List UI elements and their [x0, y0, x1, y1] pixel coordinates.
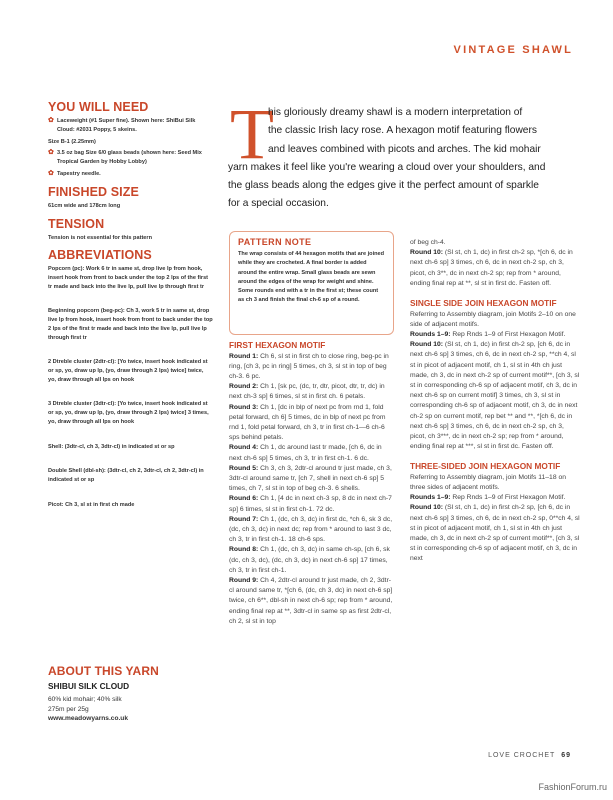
finished-size-text: 61cm wide and 178cm long: [48, 202, 121, 209]
section-header: VINTAGE SHAWL: [453, 44, 573, 56]
three-sided-join-heading: THREE-SIDED JOIN HEXAGON MOTIF: [410, 461, 561, 472]
round-instruction: Round 10: (Sl st, ch 1, dc) in first ch-2 sp, *[ch 6, dc in next ch-6 sp] 3 times, ch 6, dc in next ch-2 sp, ch 3, picot, ch 3**, dc in next ch-2 sp; rep from * around, ending final rep at **, sl st in first dc. Fasten off.: [410, 249, 573, 287]
single-side-intro: Referring to Assembly diagram, join Motifs 2–10 on one side of adjacent motifs.: [410, 310, 576, 328]
joining-column: [410, 238, 580, 565]
yarn-fibre: 60% kid mohair; 40% silk: [48, 696, 122, 703]
round-instruction: Round 1: Ch 6, sl st in first ch to close ring, beg-pc in ring, [ch 3, pc in ring] 5 times, ch 3, sl st in top of beg ch-3. 6 pc.: [229, 352, 389, 380]
round-instruction: Round 7: Ch 1, (dc, ch 3, dc) in first dc, *ch 6, sk 3 dc, (dc, ch 3, dc) in next dc; rep from * around to last 3 dc, ch 3, tr in first ch-1. 18 ch-6 sps.: [229, 515, 393, 544]
abbreviation-item: 3 Dtreble cluster (3dtr-cl): [Yo twice, insert hook indicated st or sp, yo, draw up lp, (yo, draw through 2 lps) twice] 3 times, yo, draw through all lps on hook: [48, 401, 209, 425]
round-instruction: Round 3: Ch 1, [dc in blp of next pc from rnd 1, fold petal forward, ch 6] 5 times, dc in blp of next pc from rnd 1, fold petal forward, ch 3, tr in first ch-1—6 ch-6 sps behind petals.: [229, 403, 386, 442]
abbreviation-item: Popcorn (pc): Work 6 tr in same st, drop live lp from hook, insert hook from front to back under the top 2 lps of the first tr made and back into the live lp, pull live lp through first tr: [48, 266, 209, 290]
single-side-join-heading: SINGLE SIDE JOIN HEXAGON MOTIF: [410, 298, 557, 309]
round-instruction: Round 10: (Sl st, ch 1, dc) in first ch-2 sp, [ch 6, dc in next ch-6 sp] 3 times, ch 6, dc in next ch-2 sp, 0**ch 4, sl st in picot of adjacent motif, ch 1, sl st in 4th ch just made, ch 3, dc in next ch-2 sp of current motif**, [ch 3, sl st in corresponding ch-6 sp of adjacent motif, ch 3, dc in next: [410, 504, 580, 563]
pattern-note-text: The wrap consists of 44 hexagon motifs that are joined while they are crocheted. A final border is added around the entire wrap. Small glass beads are sewn around the edges of the wrap for weight and shine. Some rounds end with a tr in the first st; these count as ch 3 and finish the final ch-6 sp of a round.: [238, 251, 385, 304]
continued-text: of beg ch-4.: [410, 239, 446, 246]
drop-cap: T: [230, 94, 274, 174]
three-sided-intro: Referring to Assembly diagram, join Motifs 11–18 on three sides of adjacent motifs.: [410, 473, 566, 492]
round-instruction: Round 10: (Sl st, ch 1, dc) in first ch-2 sp, [ch 6, dc in next ch-6 sp] 3 times, ch 6, dc in next ch-2 sp, **ch 4, sl st in picot of adjacent motif, ch 1, sl st in 4th ch just made, ch 3, dc in next ch-2 sp of current motif**, [ch 3, sl st in corresponding ch-6 sp of adjacent motif, ch 3, dc in next ch-6 sp on current motif] 3 times, ch 3, sl st in corresponding ch-6 sp of adjacent motif, ch 3, dc in next ch-2 sp on current motif, rep bet ** and **, *[ch 6, dc in next ch-6 sp] 3 times, ch 6, dc in next ch-2 sp, ch 3, picot, ch 3***, dc in next ch-2 sp; rep from * around, ending final rep at ***, sl st in first dc. Fasten off.: [410, 341, 580, 451]
need-item: ✿ 3.5 oz bag Size 6/0 glass beads (shown here: Seed Mix Tropical Garden by Hobby Lobby): [48, 149, 202, 166]
round-instruction: Rounds 1–9: Rep Rnds 1–9 of First Hexagon Motif.: [410, 330, 566, 338]
need-item: Size B-1 (2.25mm): [48, 138, 96, 145]
pattern-note-heading: PATTERN NOTE: [238, 237, 312, 247]
round-instruction: Round 4: Ch 1, dc around last tr made, [ch 6, dc in next ch-6 sp] 5 times, ch 3, tr in first ch-1. 6 dc.: [229, 444, 382, 462]
round-instruction: Round 5: Ch 3, ch 3, 2dtr-cl around tr just made, ch 3, 3dtr-cl around same tr, [ch 7, shell in next ch-6 sp] 5 times, ch 7, sl st in top of beg ch-3. 6 shells.: [229, 464, 392, 493]
intro-line: the classic Irish lacy rose. A hexagon motif featuring flowers: [268, 125, 537, 137]
page-footer: [488, 752, 571, 759]
intro-line: his gloriously dreamy shawl is a modern interpretation of: [268, 107, 523, 118]
left-sidebar: [48, 100, 213, 525]
intro-paragraph: [228, 104, 578, 214]
tension-heading: TENSION: [48, 216, 105, 231]
round-instruction: Round 6: Ch 1, [4 dc in next ch-3 sp, 8 dc in next ch-7 sp] 6 times, sl st in first ch-1. 72 dc.: [229, 495, 392, 513]
intro-line: the glass beads along the edges give it the perfect amount of sparkle: [228, 180, 539, 192]
round-instruction: Round 8: Ch 1, (dc, ch 3, dc) in same ch-sp, [ch 6, sk (dc, ch 3, dc), (dc, ch 3, dc) in next ch-6 sp] 17 times, ch 3, tr in first ch-1.: [229, 546, 390, 574]
pattern-note-box: [229, 231, 394, 335]
need-item: ✿ Tapestry needle.: [48, 169, 101, 177]
about-yarn-block: [48, 664, 218, 724]
intro-line: and leaves combined with picots and arches. The kid mohair: [268, 143, 541, 155]
flower-bullet-icon: ✿: [48, 149, 54, 157]
need-item: ✿ Laceweight (#1 Super fine). Shown here: ShiBui Silk Cloud: #2031 Poppy, 5 skeins.: [48, 117, 196, 133]
first-hexagon-column: [229, 340, 394, 627]
about-yarn-heading: ABOUT THIS YARN: [48, 664, 159, 678]
magazine-name: LOVE CROCHET: [488, 752, 556, 759]
you-will-need-heading: YOU WILL NEED: [48, 100, 149, 114]
abbreviation-item: Picot: Ch 3, sl st in first ch made: [48, 501, 135, 508]
round-instruction: Round 2: Ch 1, [sk pc, (dc, tr, dtr, picot, dtr, tr, dc) in next ch-3 sp] 6 times, sl st in first ch. 6 petals.: [229, 383, 385, 401]
watermark: FashionForum.ru: [538, 782, 607, 792]
round-instruction: Rounds 1–9: Rep Rnds 1–9 of First Hexagon Motif.: [410, 494, 566, 502]
round-instruction: Round 9: Ch 4, 2dtr-cl around tr just made, ch 2, 3dtr-cl around same tr, *[ch 6, (dc, ch 3, dc) in next ch-6 sp] twice, ch 6**, dbl-sh in next ch-6 sp; rep from * around, ending final rep at **, 3dtr-cl in same sp as first 2dtr-cl, ch 2, sl st in top: [229, 576, 393, 625]
first-hexagon-heading: FIRST HEXAGON MOTIF: [229, 340, 326, 350]
yarn-name: SHIBUI SILK CLOUD: [48, 681, 130, 691]
abbreviation-item: 2 Dtreble cluster (2dtr-cl): [Yo twice, insert hook indicated st or sp, yo, draw up lp, (yo, draw through 2 lps) twice] twice, yo, draw through all lps on hook: [48, 359, 208, 383]
flower-bullet-icon: ✿: [48, 169, 54, 177]
abbreviation-item: Double Shell (dbl-sh): (3dtr-cl, ch 2, 3dtr-cl, ch 2, 3dtr-cl) in indicated st or sp: [48, 468, 204, 483]
page-number: 69: [561, 752, 571, 759]
tension-text: Tension is not essential for this pattern: [48, 234, 153, 241]
yarn-website-link[interactable]: www.meadowyarns.co.uk: [48, 715, 129, 723]
intro-line: for a special occasion.: [228, 198, 329, 210]
flower-bullet-icon: ✿: [48, 117, 54, 124]
finished-size-heading: FINISHED SIZE: [48, 184, 139, 199]
abbreviations-heading: ABBREVIATIONS: [48, 248, 152, 263]
abbreviation-item: Beginning popcorn (beg-pc): Ch 3, work 5 tr in same st, drop live lp from hook, insert hook from front to back under the top 2 lps of the first tr made and back into the live lp, pull live lp through first tr: [48, 308, 213, 341]
abbreviation-item: Shell: (3dtr-cl, ch 3, 3dtr-cl) in indicated st or sp: [48, 443, 175, 450]
intro-line: yarn makes it feel like you're wearing a cloud over your shoulders, and: [228, 161, 546, 173]
yarn-weight: 275m per 25g: [48, 705, 89, 713]
